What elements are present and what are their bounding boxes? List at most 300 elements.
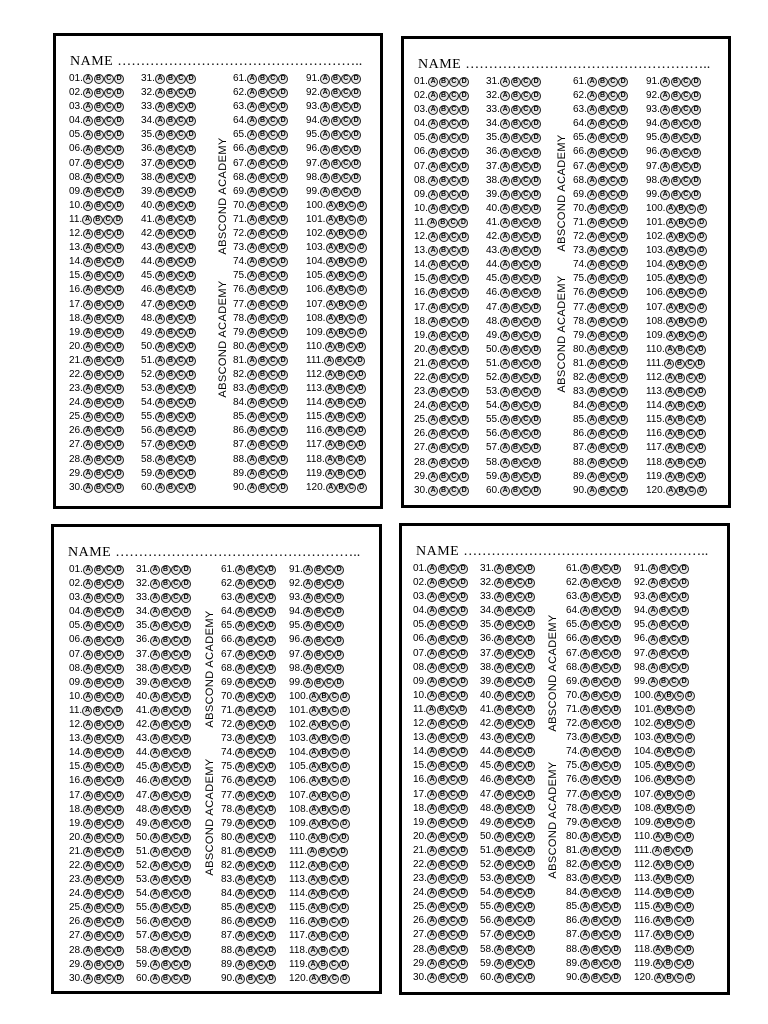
answer-bubble-b[interactable]: B — [438, 691, 448, 701]
answer-bubble-d[interactable]: D — [181, 805, 191, 815]
answer-bubble-d[interactable]: D — [611, 959, 621, 969]
answer-bubble-b[interactable]: B — [511, 232, 521, 242]
answer-bubble-a[interactable]: A — [494, 620, 504, 630]
answer-bubble-c[interactable]: C — [674, 916, 684, 926]
answer-bubble-d[interactable]: D — [181, 748, 191, 758]
answer-bubble-d[interactable]: D — [278, 483, 288, 493]
answer-bubble-a[interactable]: A — [83, 664, 93, 674]
answer-bubble-d[interactable]: D — [618, 105, 628, 115]
answer-bubble-c[interactable]: C — [608, 472, 618, 482]
answer-bubble-d[interactable]: D — [531, 303, 541, 313]
answer-bubble-a[interactable]: A — [235, 748, 245, 758]
answer-bubble-c[interactable]: C — [104, 271, 114, 281]
answer-bubble-b[interactable]: B — [161, 678, 171, 688]
answer-bubble-c[interactable]: C — [674, 930, 684, 940]
answer-bubble-c[interactable]: C — [601, 635, 611, 645]
answer-bubble-b[interactable]: B — [438, 564, 448, 574]
answer-bubble-c[interactable]: C — [104, 384, 114, 394]
answer-bubble-d[interactable]: D — [691, 133, 701, 143]
answer-bubble-a[interactable]: A — [428, 387, 438, 397]
answer-bubble-d[interactable]: D — [696, 443, 706, 453]
answer-bubble-b[interactable]: B — [94, 819, 104, 829]
answer-bubble-c[interactable]: C — [256, 706, 266, 716]
answer-bubble-b[interactable]: B — [94, 692, 104, 702]
answer-bubble-b[interactable]: B — [663, 902, 673, 912]
answer-bubble-a[interactable]: A — [308, 875, 318, 885]
answer-bubble-a[interactable]: A — [320, 159, 330, 169]
answer-bubble-a[interactable]: A — [235, 917, 245, 927]
answer-bubble-c[interactable]: C — [268, 356, 278, 366]
answer-bubble-d[interactable]: D — [525, 902, 535, 912]
answer-bubble-b[interactable]: B — [319, 805, 329, 815]
answer-bubble-a[interactable]: A — [494, 606, 504, 616]
answer-bubble-d[interactable]: D — [611, 930, 621, 940]
answer-bubble-a[interactable]: A — [654, 818, 664, 828]
answer-bubble-c[interactable]: C — [448, 564, 458, 574]
answer-bubble-b[interactable]: B — [438, 945, 448, 955]
answer-bubble-d[interactable]: D — [186, 314, 196, 324]
answer-bubble-c[interactable]: C — [449, 148, 459, 158]
answer-bubble-c[interactable]: C — [104, 398, 114, 408]
answer-bubble-b[interactable]: B — [664, 719, 674, 729]
answer-bubble-c[interactable]: C — [601, 733, 611, 743]
answer-bubble-b[interactable]: B — [94, 398, 104, 408]
name-field[interactable] — [416, 544, 708, 560]
answer-bubble-c[interactable]: C — [104, 593, 114, 603]
answer-bubble-d[interactable]: D — [691, 176, 701, 186]
answer-bubble-b[interactable]: B — [314, 607, 324, 617]
answer-bubble-c[interactable]: C — [104, 483, 114, 493]
answer-bubble-b[interactable]: B — [505, 860, 515, 870]
answer-bubble-c[interactable]: C — [104, 257, 114, 267]
answer-bubble-b[interactable]: B — [94, 257, 104, 267]
answer-bubble-d[interactable]: D — [459, 274, 469, 284]
answer-bubble-d[interactable]: D — [266, 621, 276, 631]
answer-bubble-b[interactable]: B — [258, 88, 268, 98]
answer-bubble-c[interactable]: C — [686, 331, 696, 341]
answer-bubble-a[interactable]: A — [150, 931, 160, 941]
answer-bubble-b[interactable]: B — [676, 260, 686, 270]
answer-bubble-a[interactable]: A — [494, 973, 504, 983]
answer-bubble-a[interactable]: A — [580, 578, 590, 588]
answer-bubble-a[interactable]: A — [326, 285, 336, 295]
answer-bubble-d[interactable]: D — [618, 331, 628, 341]
answer-bubble-c[interactable]: C — [521, 458, 531, 468]
answer-bubble-b[interactable]: B — [591, 973, 601, 983]
answer-bubble-b[interactable]: B — [336, 201, 346, 211]
answer-bubble-d[interactable]: D — [181, 762, 191, 772]
answer-bubble-d[interactable]: D — [458, 606, 468, 616]
name-field[interactable] — [418, 57, 710, 73]
answer-bubble-d[interactable]: D — [181, 847, 191, 857]
answer-bubble-a[interactable]: A — [83, 483, 93, 493]
name-field[interactable] — [70, 54, 362, 70]
answer-bubble-b[interactable]: B — [166, 455, 176, 465]
answer-bubble-a[interactable]: A — [320, 74, 330, 84]
answer-bubble-b[interactable]: B — [591, 902, 601, 912]
answer-bubble-c[interactable]: C — [346, 328, 356, 338]
answer-bubble-a[interactable]: A — [587, 373, 597, 383]
answer-bubble-a[interactable]: A — [247, 384, 257, 394]
answer-bubble-a[interactable]: A — [155, 88, 165, 98]
answer-bubble-b[interactable]: B — [94, 159, 104, 169]
answer-bubble-b[interactable]: B — [511, 133, 521, 143]
answer-bubble-b[interactable]: B — [663, 916, 673, 926]
answer-bubble-c[interactable]: C — [686, 246, 696, 256]
answer-bubble-b[interactable]: B — [94, 621, 104, 631]
answer-bubble-a[interactable]: A — [235, 833, 245, 843]
answer-bubble-b[interactable]: B — [598, 387, 608, 397]
answer-bubble-b[interactable]: B — [161, 664, 171, 674]
answer-bubble-c[interactable]: C — [448, 874, 458, 884]
answer-bubble-a[interactable]: A — [580, 973, 590, 983]
answer-bubble-b[interactable]: B — [258, 384, 268, 394]
answer-bubble-d[interactable]: D — [266, 734, 276, 744]
answer-bubble-b[interactable]: B — [336, 243, 346, 253]
answer-bubble-a[interactable]: A — [155, 243, 165, 253]
answer-bubble-b[interactable]: B — [258, 469, 268, 479]
answer-bubble-c[interactable]: C — [601, 620, 611, 630]
answer-bubble-c[interactable]: C — [171, 734, 181, 744]
answer-bubble-a[interactable]: A — [428, 246, 438, 256]
answer-bubble-a[interactable]: A — [247, 257, 257, 267]
answer-bubble-d[interactable]: D — [340, 791, 350, 801]
answer-bubble-a[interactable]: A — [580, 818, 590, 828]
answer-bubble-d[interactable]: D — [459, 429, 469, 439]
answer-bubble-a[interactable]: A — [303, 664, 313, 674]
answer-bubble-a[interactable]: A — [427, 804, 437, 814]
answer-bubble-c[interactable]: C — [608, 77, 618, 87]
answer-bubble-d[interactable]: D — [186, 440, 196, 450]
answer-bubble-a[interactable]: A — [83, 173, 93, 183]
answer-bubble-d[interactable]: D — [684, 860, 694, 870]
answer-bubble-c[interactable]: C — [515, 874, 525, 884]
answer-bubble-d[interactable]: D — [525, 663, 535, 673]
answer-bubble-b[interactable]: B — [94, 145, 104, 155]
answer-bubble-a[interactable]: A — [247, 187, 257, 197]
answer-bubble-c[interactable]: C — [448, 790, 458, 800]
answer-bubble-d[interactable]: D — [458, 973, 468, 983]
answer-bubble-b[interactable]: B — [246, 917, 256, 927]
answer-bubble-c[interactable]: C — [329, 931, 339, 941]
answer-bubble-c[interactable]: C — [268, 159, 278, 169]
answer-bubble-d[interactable]: D — [181, 734, 191, 744]
answer-bubble-b[interactable]: B — [246, 678, 256, 688]
answer-bubble-a[interactable]: A — [247, 173, 257, 183]
answer-bubble-b[interactable]: B — [439, 260, 449, 270]
answer-bubble-b[interactable]: B — [598, 331, 608, 341]
answer-bubble-d[interactable]: D — [459, 204, 469, 214]
answer-bubble-b[interactable]: B — [314, 636, 324, 646]
answer-bubble-b[interactable]: B — [598, 373, 608, 383]
answer-bubble-c[interactable]: C — [171, 621, 181, 631]
answer-bubble-c[interactable]: C — [341, 187, 351, 197]
answer-bubble-a[interactable]: A — [580, 775, 590, 785]
answer-bubble-b[interactable]: B — [438, 959, 448, 969]
answer-bubble-a[interactable]: A — [155, 342, 165, 352]
answer-bubble-b[interactable]: B — [166, 88, 176, 98]
answer-bubble-a[interactable]: A — [494, 691, 504, 701]
answer-bubble-c[interactable]: C — [176, 314, 186, 324]
answer-bubble-c[interactable]: C — [686, 260, 696, 270]
answer-bubble-b[interactable]: B — [598, 77, 608, 87]
answer-bubble-b[interactable]: B — [94, 847, 104, 857]
answer-bubble-a[interactable]: A — [500, 486, 510, 496]
answer-bubble-c[interactable]: C — [686, 458, 696, 468]
answer-bubble-c[interactable]: C — [674, 691, 684, 701]
answer-bubble-b[interactable]: B — [438, 874, 448, 884]
answer-bubble-c[interactable]: C — [515, 775, 525, 785]
answer-bubble-b[interactable]: B — [258, 440, 268, 450]
answer-bubble-a[interactable]: A — [155, 173, 165, 183]
answer-bubble-a[interactable]: A — [324, 356, 334, 366]
answer-bubble-d[interactable]: D — [525, 677, 535, 687]
answer-bubble-c[interactable]: C — [449, 162, 459, 172]
answer-bubble-c[interactable]: C — [448, 902, 458, 912]
answer-bubble-c[interactable]: C — [521, 91, 531, 101]
answer-bubble-c[interactable]: C — [686, 288, 696, 298]
answer-bubble-c[interactable]: C — [449, 458, 459, 468]
answer-bubble-c[interactable]: C — [104, 285, 114, 295]
answer-bubble-d[interactable]: D — [695, 359, 705, 369]
answer-bubble-c[interactable]: C — [448, 832, 458, 842]
answer-bubble-c[interactable]: C — [256, 636, 266, 646]
answer-bubble-b[interactable]: B — [671, 190, 681, 200]
answer-bubble-a[interactable]: A — [580, 846, 590, 856]
answer-bubble-c[interactable]: C — [329, 833, 339, 843]
answer-bubble-b[interactable]: B — [663, 888, 673, 898]
answer-bubble-c[interactable]: C — [608, 133, 618, 143]
answer-bubble-a[interactable]: A — [326, 257, 336, 267]
answer-bubble-b[interactable]: B — [94, 469, 104, 479]
answer-bubble-d[interactable]: D — [696, 458, 706, 468]
answer-bubble-d[interactable]: D — [684, 916, 694, 926]
answer-bubble-a[interactable]: A — [427, 874, 437, 884]
answer-bubble-b[interactable]: B — [675, 387, 685, 397]
answer-bubble-d[interactable]: D — [340, 720, 350, 730]
answer-bubble-a[interactable]: A — [500, 303, 510, 313]
answer-bubble-a[interactable]: A — [83, 102, 93, 112]
answer-bubble-d[interactable]: D — [525, 747, 535, 757]
answer-bubble-d[interactable]: D — [685, 761, 695, 771]
answer-bubble-a[interactable]: A — [428, 133, 438, 143]
answer-bubble-a[interactable]: A — [500, 443, 510, 453]
answer-bubble-c[interactable]: C — [256, 678, 266, 688]
answer-bubble-c[interactable]: C — [171, 762, 181, 772]
answer-bubble-b[interactable]: B — [505, 635, 515, 645]
answer-bubble-a[interactable]: A — [426, 705, 436, 715]
answer-bubble-b[interactable]: B — [439, 415, 449, 425]
answer-bubble-d[interactable]: D — [458, 663, 468, 673]
answer-bubble-a[interactable]: A — [83, 145, 93, 155]
answer-bubble-b[interactable]: B — [318, 931, 328, 941]
answer-bubble-a[interactable]: A — [155, 426, 165, 436]
answer-bubble-c[interactable]: C — [449, 260, 459, 270]
answer-bubble-c[interactable]: C — [515, 761, 525, 771]
answer-bubble-b[interactable]: B — [318, 917, 328, 927]
answer-bubble-a[interactable]: A — [648, 620, 658, 630]
answer-bubble-a[interactable]: A — [580, 930, 590, 940]
answer-bubble-c[interactable]: C — [176, 74, 186, 84]
answer-bubble-d[interactable]: D — [697, 303, 707, 313]
answer-bubble-d[interactable]: D — [340, 762, 350, 772]
answer-bubble-d[interactable]: D — [531, 77, 541, 87]
answer-bubble-c[interactable]: C — [515, 945, 525, 955]
answer-bubble-c[interactable]: C — [448, 959, 458, 969]
answer-bubble-d[interactable]: D — [531, 429, 541, 439]
answer-bubble-b[interactable]: B — [511, 331, 521, 341]
answer-bubble-d[interactable]: D — [618, 458, 628, 468]
answer-bubble-d[interactable]: D — [114, 370, 124, 380]
answer-bubble-d[interactable]: D — [525, 790, 535, 800]
answer-bubble-c[interactable]: C — [341, 74, 351, 84]
answer-bubble-c[interactable]: C — [669, 606, 679, 616]
answer-bubble-b[interactable]: B — [336, 229, 346, 239]
answer-bubble-b[interactable]: B — [166, 285, 176, 295]
answer-bubble-d[interactable]: D — [459, 443, 469, 453]
answer-bubble-c[interactable]: C — [521, 218, 531, 228]
answer-bubble-d[interactable]: D — [525, 973, 535, 983]
answer-bubble-a[interactable]: A — [325, 440, 335, 450]
answer-bubble-b[interactable]: B — [438, 592, 448, 602]
answer-bubble-d[interactable]: D — [355, 356, 365, 366]
answer-bubble-d[interactable]: D — [114, 946, 124, 956]
answer-bubble-c[interactable]: C — [681, 176, 691, 186]
answer-bubble-c[interactable]: C — [346, 201, 356, 211]
answer-bubble-d[interactable]: D — [266, 607, 276, 617]
answer-bubble-b[interactable]: B — [439, 387, 449, 397]
answer-bubble-d[interactable]: D — [266, 636, 276, 646]
answer-bubble-d[interactable]: D — [181, 889, 191, 899]
answer-bubble-a[interactable]: A — [653, 930, 663, 940]
answer-bubble-a[interactable]: A — [580, 945, 590, 955]
answer-bubble-a[interactable]: A — [155, 328, 165, 338]
answer-bubble-a[interactable]: A — [428, 77, 438, 87]
answer-bubble-c[interactable]: C — [449, 317, 459, 327]
answer-bubble-c[interactable]: C — [674, 761, 684, 771]
answer-bubble-b[interactable]: B — [94, 300, 104, 310]
answer-bubble-c[interactable]: C — [268, 342, 278, 352]
answer-bubble-c[interactable]: C — [104, 791, 114, 801]
answer-bubble-c[interactable]: C — [104, 621, 114, 631]
answer-bubble-c[interactable]: C — [329, 706, 339, 716]
answer-bubble-d[interactable]: D — [186, 398, 196, 408]
answer-bubble-c[interactable]: C — [608, 345, 618, 355]
answer-bubble-c[interactable]: C — [601, 663, 611, 673]
answer-bubble-b[interactable]: B — [161, 946, 171, 956]
answer-bubble-d[interactable]: D — [340, 819, 350, 829]
answer-bubble-d[interactable]: D — [181, 636, 191, 646]
answer-bubble-b[interactable]: B — [659, 649, 669, 659]
answer-bubble-d[interactable]: D — [679, 592, 689, 602]
answer-bubble-b[interactable]: B — [505, 761, 515, 771]
answer-bubble-c[interactable]: C — [328, 847, 338, 857]
answer-bubble-a[interactable]: A — [150, 565, 160, 575]
answer-bubble-c[interactable]: C — [674, 832, 684, 842]
answer-bubble-a[interactable]: A — [325, 342, 335, 352]
answer-bubble-c[interactable]: C — [329, 974, 339, 984]
answer-bubble-a[interactable]: A — [309, 791, 319, 801]
answer-bubble-a[interactable]: A — [247, 398, 257, 408]
answer-bubble-a[interactable]: A — [83, 819, 93, 829]
answer-bubble-a[interactable]: A — [428, 443, 438, 453]
answer-bubble-d[interactable]: D — [114, 483, 124, 493]
answer-bubble-a[interactable]: A — [428, 458, 438, 468]
answer-bubble-d[interactable]: D — [181, 720, 191, 730]
answer-bubble-a[interactable]: A — [665, 401, 675, 411]
answer-bubble-b[interactable]: B — [94, 455, 104, 465]
answer-bubble-b[interactable]: B — [439, 204, 449, 214]
answer-bubble-a[interactable]: A — [325, 412, 335, 422]
answer-bubble-a[interactable]: A — [494, 592, 504, 602]
answer-bubble-b[interactable]: B — [258, 130, 268, 140]
answer-bubble-c[interactable]: C — [521, 260, 531, 270]
answer-bubble-d[interactable]: D — [697, 288, 707, 298]
answer-bubble-b[interactable]: B — [93, 706, 103, 716]
answer-bubble-d[interactable]: D — [459, 415, 469, 425]
answer-bubble-d[interactable]: D — [278, 145, 288, 155]
answer-bubble-c[interactable]: C — [521, 359, 531, 369]
answer-bubble-c[interactable]: C — [268, 88, 278, 98]
answer-bubble-a[interactable]: A — [494, 959, 504, 969]
answer-bubble-b[interactable]: B — [246, 931, 256, 941]
answer-bubble-a[interactable]: A — [83, 946, 93, 956]
answer-bubble-b[interactable]: B — [94, 607, 104, 617]
answer-bubble-b[interactable]: B — [161, 847, 171, 857]
answer-bubble-a[interactable]: A — [83, 579, 93, 589]
answer-bubble-b[interactable]: B — [161, 650, 171, 660]
answer-bubble-d[interactable]: D — [114, 847, 124, 857]
answer-bubble-c[interactable]: C — [256, 960, 266, 970]
answer-bubble-b[interactable]: B — [438, 620, 448, 630]
answer-bubble-d[interactable]: D — [458, 578, 468, 588]
answer-bubble-c[interactable]: C — [681, 91, 691, 101]
answer-bubble-c[interactable]: C — [104, 833, 114, 843]
answer-bubble-d[interactable]: D — [611, 973, 621, 983]
answer-bubble-d[interactable]: D — [685, 804, 695, 814]
answer-bubble-a[interactable]: A — [494, 888, 504, 898]
answer-bubble-b[interactable]: B — [675, 472, 685, 482]
answer-bubble-d[interactable]: D — [525, 916, 535, 926]
answer-bubble-d[interactable]: D — [611, 649, 621, 659]
answer-bubble-d[interactable]: D — [181, 960, 191, 970]
answer-bubble-a[interactable]: A — [247, 314, 257, 324]
answer-bubble-c[interactable]: C — [448, 663, 458, 673]
answer-bubble-a[interactable]: A — [587, 387, 597, 397]
answer-bubble-a[interactable]: A — [83, 565, 93, 575]
answer-bubble-b[interactable]: B — [94, 946, 104, 956]
answer-bubble-b[interactable]: B — [598, 429, 608, 439]
answer-bubble-d[interactable]: D — [679, 677, 689, 687]
answer-bubble-a[interactable]: A — [309, 706, 319, 716]
answer-bubble-a[interactable]: A — [83, 314, 93, 324]
answer-bubble-d[interactable]: D — [356, 370, 366, 380]
answer-bubble-c[interactable]: C — [608, 232, 618, 242]
answer-bubble-b[interactable]: B — [161, 931, 171, 941]
answer-bubble-b[interactable]: B — [511, 274, 521, 284]
answer-bubble-d[interactable]: D — [458, 620, 468, 630]
answer-bubble-a[interactable]: A — [308, 960, 318, 970]
answer-bubble-a[interactable]: A — [326, 215, 336, 225]
answer-bubble-a[interactable]: A — [235, 720, 245, 730]
answer-bubble-d[interactable]: D — [531, 176, 541, 186]
answer-bubble-a[interactable]: A — [580, 677, 590, 687]
answer-bubble-b[interactable]: B — [246, 946, 256, 956]
answer-bubble-c[interactable]: C — [329, 917, 339, 927]
answer-bubble-d[interactable]: D — [696, 415, 706, 425]
answer-bubble-d[interactable]: D — [340, 805, 350, 815]
answer-bubble-c[interactable]: C — [515, 564, 525, 574]
